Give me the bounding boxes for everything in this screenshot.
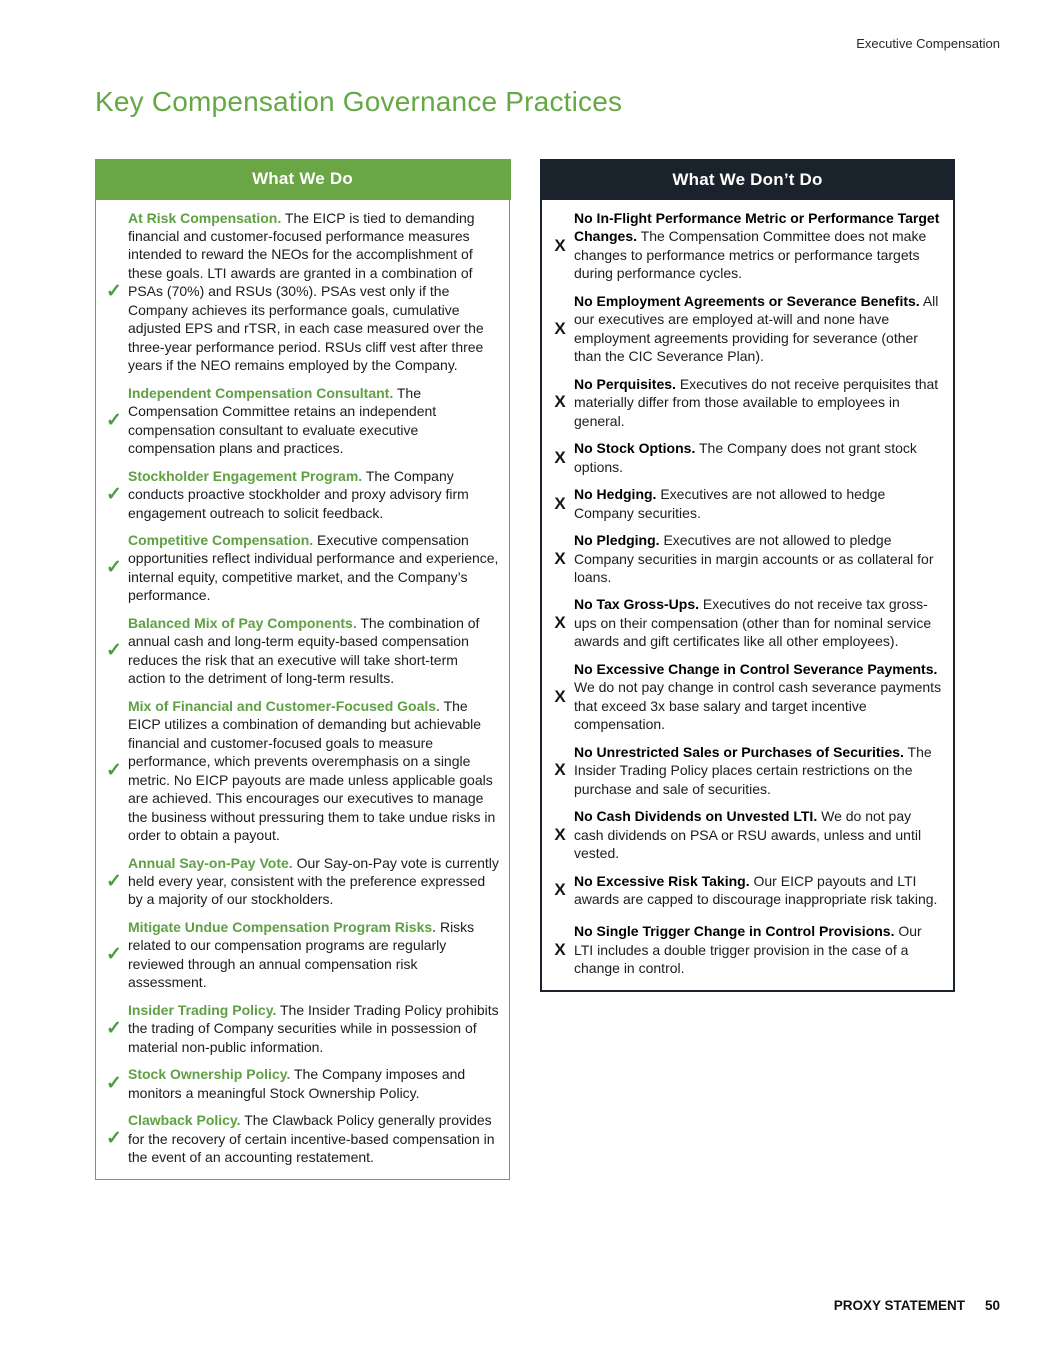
item-lead: No Perquisites. xyxy=(574,375,676,392)
what-we-do-header: What We Do xyxy=(95,159,511,200)
do-item xyxy=(100,854,499,909)
item-lead: No Employment Agreements or Severance Benefits. xyxy=(574,292,920,309)
item-lead: Stockholder Engagement Program. xyxy=(128,467,363,484)
check-icon: ✓ xyxy=(106,944,122,966)
x-icon: X xyxy=(554,447,566,467)
check-icon: ✓ xyxy=(106,483,122,505)
page-number: 50 xyxy=(984,1298,1000,1313)
item-text: Annual Say-on-Pay Vote. Our Say-on-Pay vote is currently held every year, consistent with the preference expressed by a majority of our stockholders. xyxy=(128,854,499,908)
x-icon: X xyxy=(554,318,566,338)
do-item xyxy=(100,1065,499,1102)
item-text: No Pledging. Executives are not allowed to pledge Company securities in margin accounts or as collateral for loans. xyxy=(574,532,934,585)
page-footer xyxy=(834,1298,1000,1313)
check-icon: ✓ xyxy=(106,410,122,432)
item-text: Independent Compensation Consultant. The Compensation Committee retains an independent compensation consultant to evaluate executive compensation plans and practices. xyxy=(128,384,437,457)
dont-item xyxy=(546,743,943,798)
dont-item xyxy=(546,485,943,522)
item-text: Insider Trading Policy. The Insider Trading Policy prohibits the trading of Company securities while in possession of material non-public information. xyxy=(128,1001,499,1055)
item-text: Mix of Financial and Customer-Focused Goals. The EICP utilizes a combination of demanding but achievable financial and customer-focused goals to measure performance, which prevents overemphasis on a single metric. No EICP payouts are made unless applicable goals are achieved. This encourages our executives to manage the business without pressuring them to take undue risks in order to obtain a payout. xyxy=(128,697,496,844)
item-text: No Employment Agreements or Severance Benefits. All our executives are employed at-will and none have employment agreements providing for severance (other than the CIC Severance Plan). xyxy=(574,292,939,365)
item-text: No Tax Gross-Ups. Executives do not receive tax gross-ups on their compensation (other than for nominal service awards and gift certificates like all other employees). xyxy=(574,596,932,650)
item-text: No Hedging. Executives are not allowed to hedge Company securities. xyxy=(574,486,886,521)
item-text: No Stock Options. The Company does not grant stock options. xyxy=(574,440,917,475)
do-item xyxy=(100,1111,499,1166)
item-lead: No In-Flight Performance Metric or Performance Target Changes. xyxy=(574,210,940,245)
do-item xyxy=(100,918,499,992)
item-text: Balanced Mix of Pay Components. The combination of annual cash and long-term equity-based compensation reduces the risk that an executive will take short-term action to the detriment of long-term results. xyxy=(128,614,480,687)
item-lead: No Excessive Risk Taking. xyxy=(574,872,750,889)
check-icon: ✓ xyxy=(106,1128,122,1150)
item-lead: No Excessive Change in Control Severance Payments. xyxy=(574,660,938,677)
dont-item xyxy=(546,439,943,476)
x-icon: X xyxy=(554,613,566,633)
do-item xyxy=(100,614,499,688)
item-text: No Excessive Risk Taking. Our EICP payouts and LTI awards are capped to discourage inappropriate risk taking. xyxy=(574,872,938,907)
item-lead: Insider Trading Policy. xyxy=(128,1001,277,1018)
item-text: No Single Trigger Change in Control Provisions. Our LTI includes a double trigger provision in the case of a change in control. xyxy=(574,923,922,977)
what-we-dont-do-body xyxy=(542,200,953,990)
item-text: Clawback Policy. The Clawback Policy generally provides for the recovery of certain incentive-based compensation in the event of an accounting restatement. xyxy=(128,1112,495,1166)
dont-item xyxy=(546,922,943,977)
dont-item xyxy=(546,209,943,283)
x-icon: X xyxy=(554,235,566,255)
x-icon: X xyxy=(554,940,566,960)
what-we-do-column xyxy=(95,159,510,1180)
x-icon: X xyxy=(554,493,566,513)
check-icon: ✓ xyxy=(106,870,122,892)
check-icon: ✓ xyxy=(106,1017,122,1039)
item-lead: No Cash Dividends on Unvested LTI. xyxy=(574,808,818,825)
item-lead: Annual Say-on-Pay Vote. xyxy=(128,854,293,871)
x-icon: X xyxy=(554,824,566,844)
dont-item xyxy=(546,292,943,366)
check-icon: ✓ xyxy=(106,640,122,662)
what-we-dont-do-column xyxy=(540,159,955,992)
item-text: At Risk Compensation. The EICP is tied to demanding financial and customer-focused performance measures intended to reward the NEOs for the accomplishment of these goals. LTI awards are granted in a combination of PSAs (70%) and RSUs (30%). PSAs vest only if the Company achieves its performance goals, cumulative adjusted EPS and rTSR, in each case measured over the three-year performance period. RSUs cliff vest after three years if the NEO remains employed by the Company. xyxy=(128,209,484,374)
what-we-dont-do-header: What We Don’t Do xyxy=(540,159,955,200)
item-lead: Stock Ownership Policy. xyxy=(128,1066,291,1083)
item-text: No Excessive Change in Control Severance Payments. We do not pay change in control cash severance payments that exceed 3x base salary and target incentive compensation. xyxy=(574,660,942,733)
item-lead: At Risk Compensation. xyxy=(128,209,282,226)
page-title: Key Compensation Governance Practices xyxy=(95,86,623,117)
item-lead: No Unrestricted Sales or Purchases of Securities. xyxy=(574,743,904,760)
dont-item xyxy=(546,595,943,650)
item-text: No In-Flight Performance Metric or Performance Target Changes. The Compensation Committee does not make changes to performance metrics or performance targets during performance cycles. xyxy=(574,210,940,282)
item-lead: No Pledging. xyxy=(574,532,660,549)
do-item xyxy=(100,209,499,375)
item-lead: Competitive Compensation. xyxy=(128,532,314,548)
check-icon: ✓ xyxy=(106,1073,122,1095)
item-text: Stockholder Engagement Program. The Company conducts proactive stockholder and proxy advisory firm engagement outreach to solicit feedback. xyxy=(128,467,469,521)
do-item xyxy=(100,697,499,845)
item-text: No Cash Dividends on Unvested LTI. We do not pay cash dividends on PSA or RSU awards, unless and until vested. xyxy=(574,808,922,862)
check-icon: ✓ xyxy=(106,557,122,579)
item-lead: Independent Compensation Consultant. xyxy=(128,384,394,401)
x-icon: X xyxy=(554,392,566,412)
item-text: Stock Ownership Policy. The Company imposes and monitors a meaningful Stock Ownership Policy. xyxy=(128,1066,466,1101)
check-icon: ✓ xyxy=(106,281,122,303)
item-text: No Unrestricted Sales or Purchases of Securities. The Insider Trading Policy places certain restrictions on the purchase and sale of securities. xyxy=(574,743,932,797)
do-item xyxy=(100,467,499,522)
item-lead: Mitigate Undue Compensation Program Risks. xyxy=(128,918,437,935)
item-lead: No Hedging. xyxy=(574,486,657,503)
dont-item xyxy=(546,872,943,909)
item-lead: No Tax Gross-Ups. xyxy=(574,596,699,613)
check-icon: ✓ xyxy=(106,760,122,782)
x-icon: X xyxy=(554,880,566,899)
item-lead: Mix of Financial and Customer-Focused Goals. xyxy=(128,697,440,714)
do-item xyxy=(100,384,499,458)
item-text: Mitigate Undue Compensation Program Risks. Risks related to our compensation programs are regularly reviewed through an annual compensation risk assessment. xyxy=(128,918,475,991)
dont-item xyxy=(546,660,943,734)
item-text: No Perquisites. Executives do not receive perquisites that materially differ from those available to employees in general. xyxy=(574,375,939,429)
item-lead: Balanced Mix of Pay Components. xyxy=(128,614,357,631)
dont-item xyxy=(546,807,943,862)
item-lead: Clawback Policy. xyxy=(128,1112,241,1129)
x-icon: X xyxy=(554,686,566,706)
what-we-do-body xyxy=(96,200,509,1179)
section-label: Executive Compensation xyxy=(856,36,1000,51)
item-lead: No Stock Options. xyxy=(574,440,696,457)
x-icon: X xyxy=(554,548,566,568)
do-item xyxy=(100,1001,499,1056)
dont-item xyxy=(546,531,943,586)
footer-label: PROXY STATEMENT xyxy=(833,1298,965,1313)
item-lead: No Single Trigger Change in Control Provisions. xyxy=(574,923,895,940)
x-icon: X xyxy=(554,760,566,780)
dont-item xyxy=(546,375,943,430)
item-text: Competitive Compensation. Executive compensation opportunities reflect individual performance and experience, internal equity, competitive market, and the Company’s performance. xyxy=(128,532,499,604)
do-item xyxy=(100,531,499,605)
